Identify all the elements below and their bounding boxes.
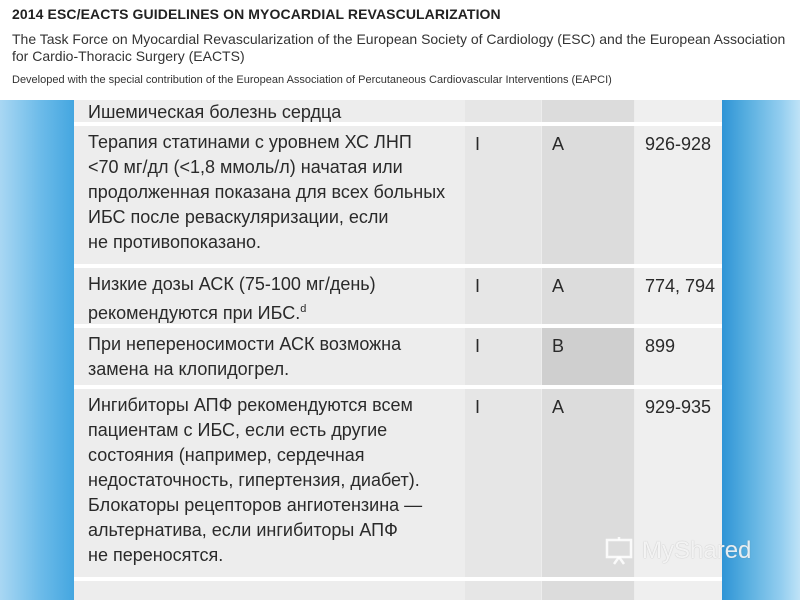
- table-row: [74, 126, 722, 264]
- refs-cell: 899: [645, 336, 676, 356]
- recommendation-text: Ингибиторы АПФ рекомендуются всем пациентам с ИБС, если есть другие состояния (например, сердечная недостаточность, гипертензия, диабет). Блокаторы рецепторов ангиотензина — альтернатива, если ингибиторы АПФ не переносятся.: [88, 395, 423, 565]
- footnote-mark: d: [300, 303, 307, 315]
- recommendation-text: Низкие дозы АСК (75-100 мг/день) рекомендуются при ИБС.$^d$: [88, 274, 376, 323]
- level-cell: A: [552, 276, 565, 296]
- table-row: [74, 328, 722, 385]
- class-cell: I: [475, 134, 481, 154]
- row-divider: [74, 577, 722, 581]
- class-cell: I: [475, 397, 481, 417]
- refs-cell: 929-935: [645, 397, 712, 417]
- document-header: [12, 6, 792, 86]
- myshared-watermark: [604, 536, 751, 566]
- right-blue-border: [722, 100, 800, 600]
- level-cell: A: [552, 134, 565, 154]
- level-cell: A: [552, 397, 565, 417]
- refs-cell: 774, 794: [645, 276, 716, 296]
- subtitle-line-2: for Cardio-Thoracic Surgery (EACTS): [12, 48, 245, 64]
- recommendation-table: [74, 100, 722, 600]
- watermark-text: MyShared: [642, 537, 752, 564]
- class-cell: I: [475, 276, 481, 296]
- guideline-title: 2014 ESC/EACTS GUIDELINES ON MYOCARDIAL REVASCULARIZATION: [12, 6, 501, 22]
- level-cell: B: [552, 336, 565, 356]
- task-force-subtitle: [12, 31, 792, 65]
- subtitle-line-1: The Task Force on Myocardial Revascularization of the European Society of Cardiology (ESC) and the European Association: [12, 31, 786, 47]
- eapci-note: Developed with the special contribution of the European Association of Percutaneous Cardiovascular Interventions (EAPCI): [12, 74, 612, 86]
- left-blue-border: [0, 100, 74, 600]
- presentation-board-icon: [604, 536, 636, 566]
- class-cell: I: [475, 336, 481, 356]
- refs-cell: 926-928: [645, 134, 712, 154]
- table-row: [74, 268, 722, 324]
- section-title: Ишемическая болезнь сердца: [88, 102, 342, 122]
- recommendation-text: Терапия статинами с уровнем ХС ЛНП <70 мг/дл (<1,8 ммоль/л) начатая или продолженная показана для всех больных ИБС после реваскуляризации, если не противопоказано.: [88, 132, 446, 252]
- recommendation-text: При непереносимости АСК возможна замена на клопидогрел.: [88, 334, 402, 379]
